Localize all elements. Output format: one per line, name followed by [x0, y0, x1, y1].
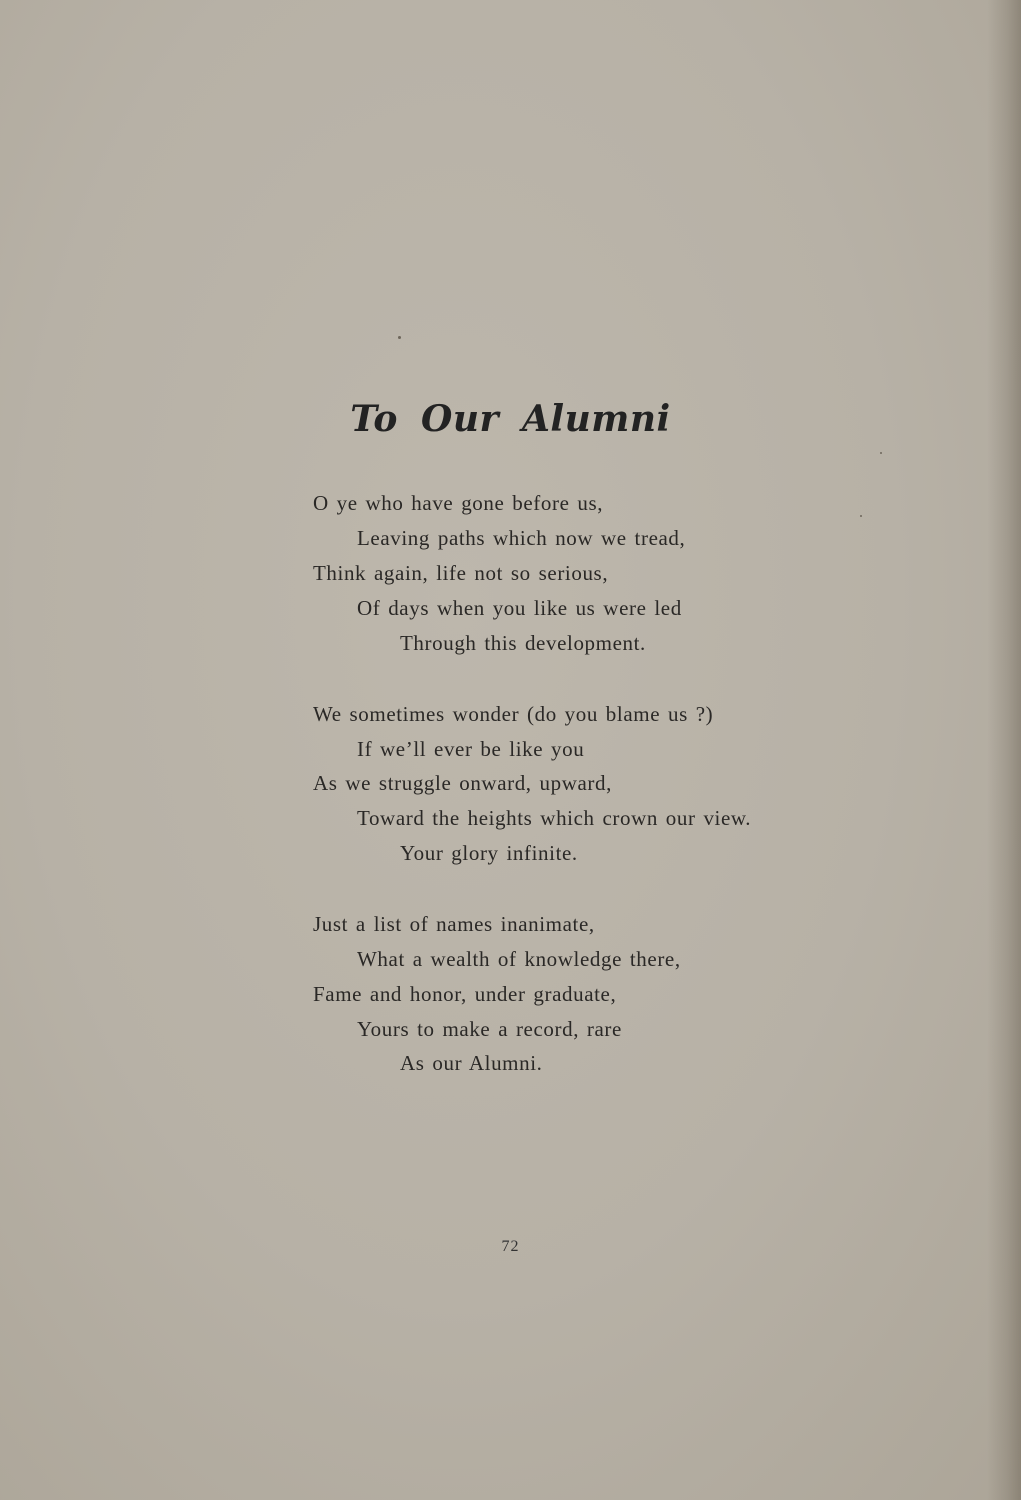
poem-line: What a wealth of knowledge there, — [357, 947, 681, 971]
page-number: 72 — [501, 1238, 520, 1255]
poem-line: Think again, life not so serious, — [313, 561, 609, 585]
poem-line: As we struggle onward, upward, — [313, 771, 612, 795]
paper-speck — [880, 452, 882, 454]
page-edge-shadow — [987, 0, 1021, 1500]
poem-title: To Our Alumni — [350, 398, 671, 440]
paper-speck — [860, 515, 862, 517]
poem-line: Fame and honor, under graduate, — [313, 982, 617, 1006]
poem-line: Your glory infinite. — [400, 841, 578, 865]
poem-line: If we’ll ever be like you — [357, 737, 585, 761]
poem-line: We sometimes wonder (do you blame us ?) — [313, 702, 714, 726]
poem-line: Toward the heights which crown our view. — [357, 806, 752, 830]
paper-speck — [398, 336, 401, 339]
poem-line: Just a list of names inanimate, — [313, 912, 595, 936]
poem-line: Through this development. — [400, 631, 646, 655]
poem-line: Of days when you like us were led — [357, 596, 682, 620]
poem-line: Yours to make a record, rare — [357, 1017, 622, 1041]
poem-line: O ye who have gone before us, — [313, 491, 604, 515]
poem-line: Leaving paths which now we tread, — [357, 526, 686, 550]
poem-line: As our Alumni. — [400, 1051, 543, 1075]
